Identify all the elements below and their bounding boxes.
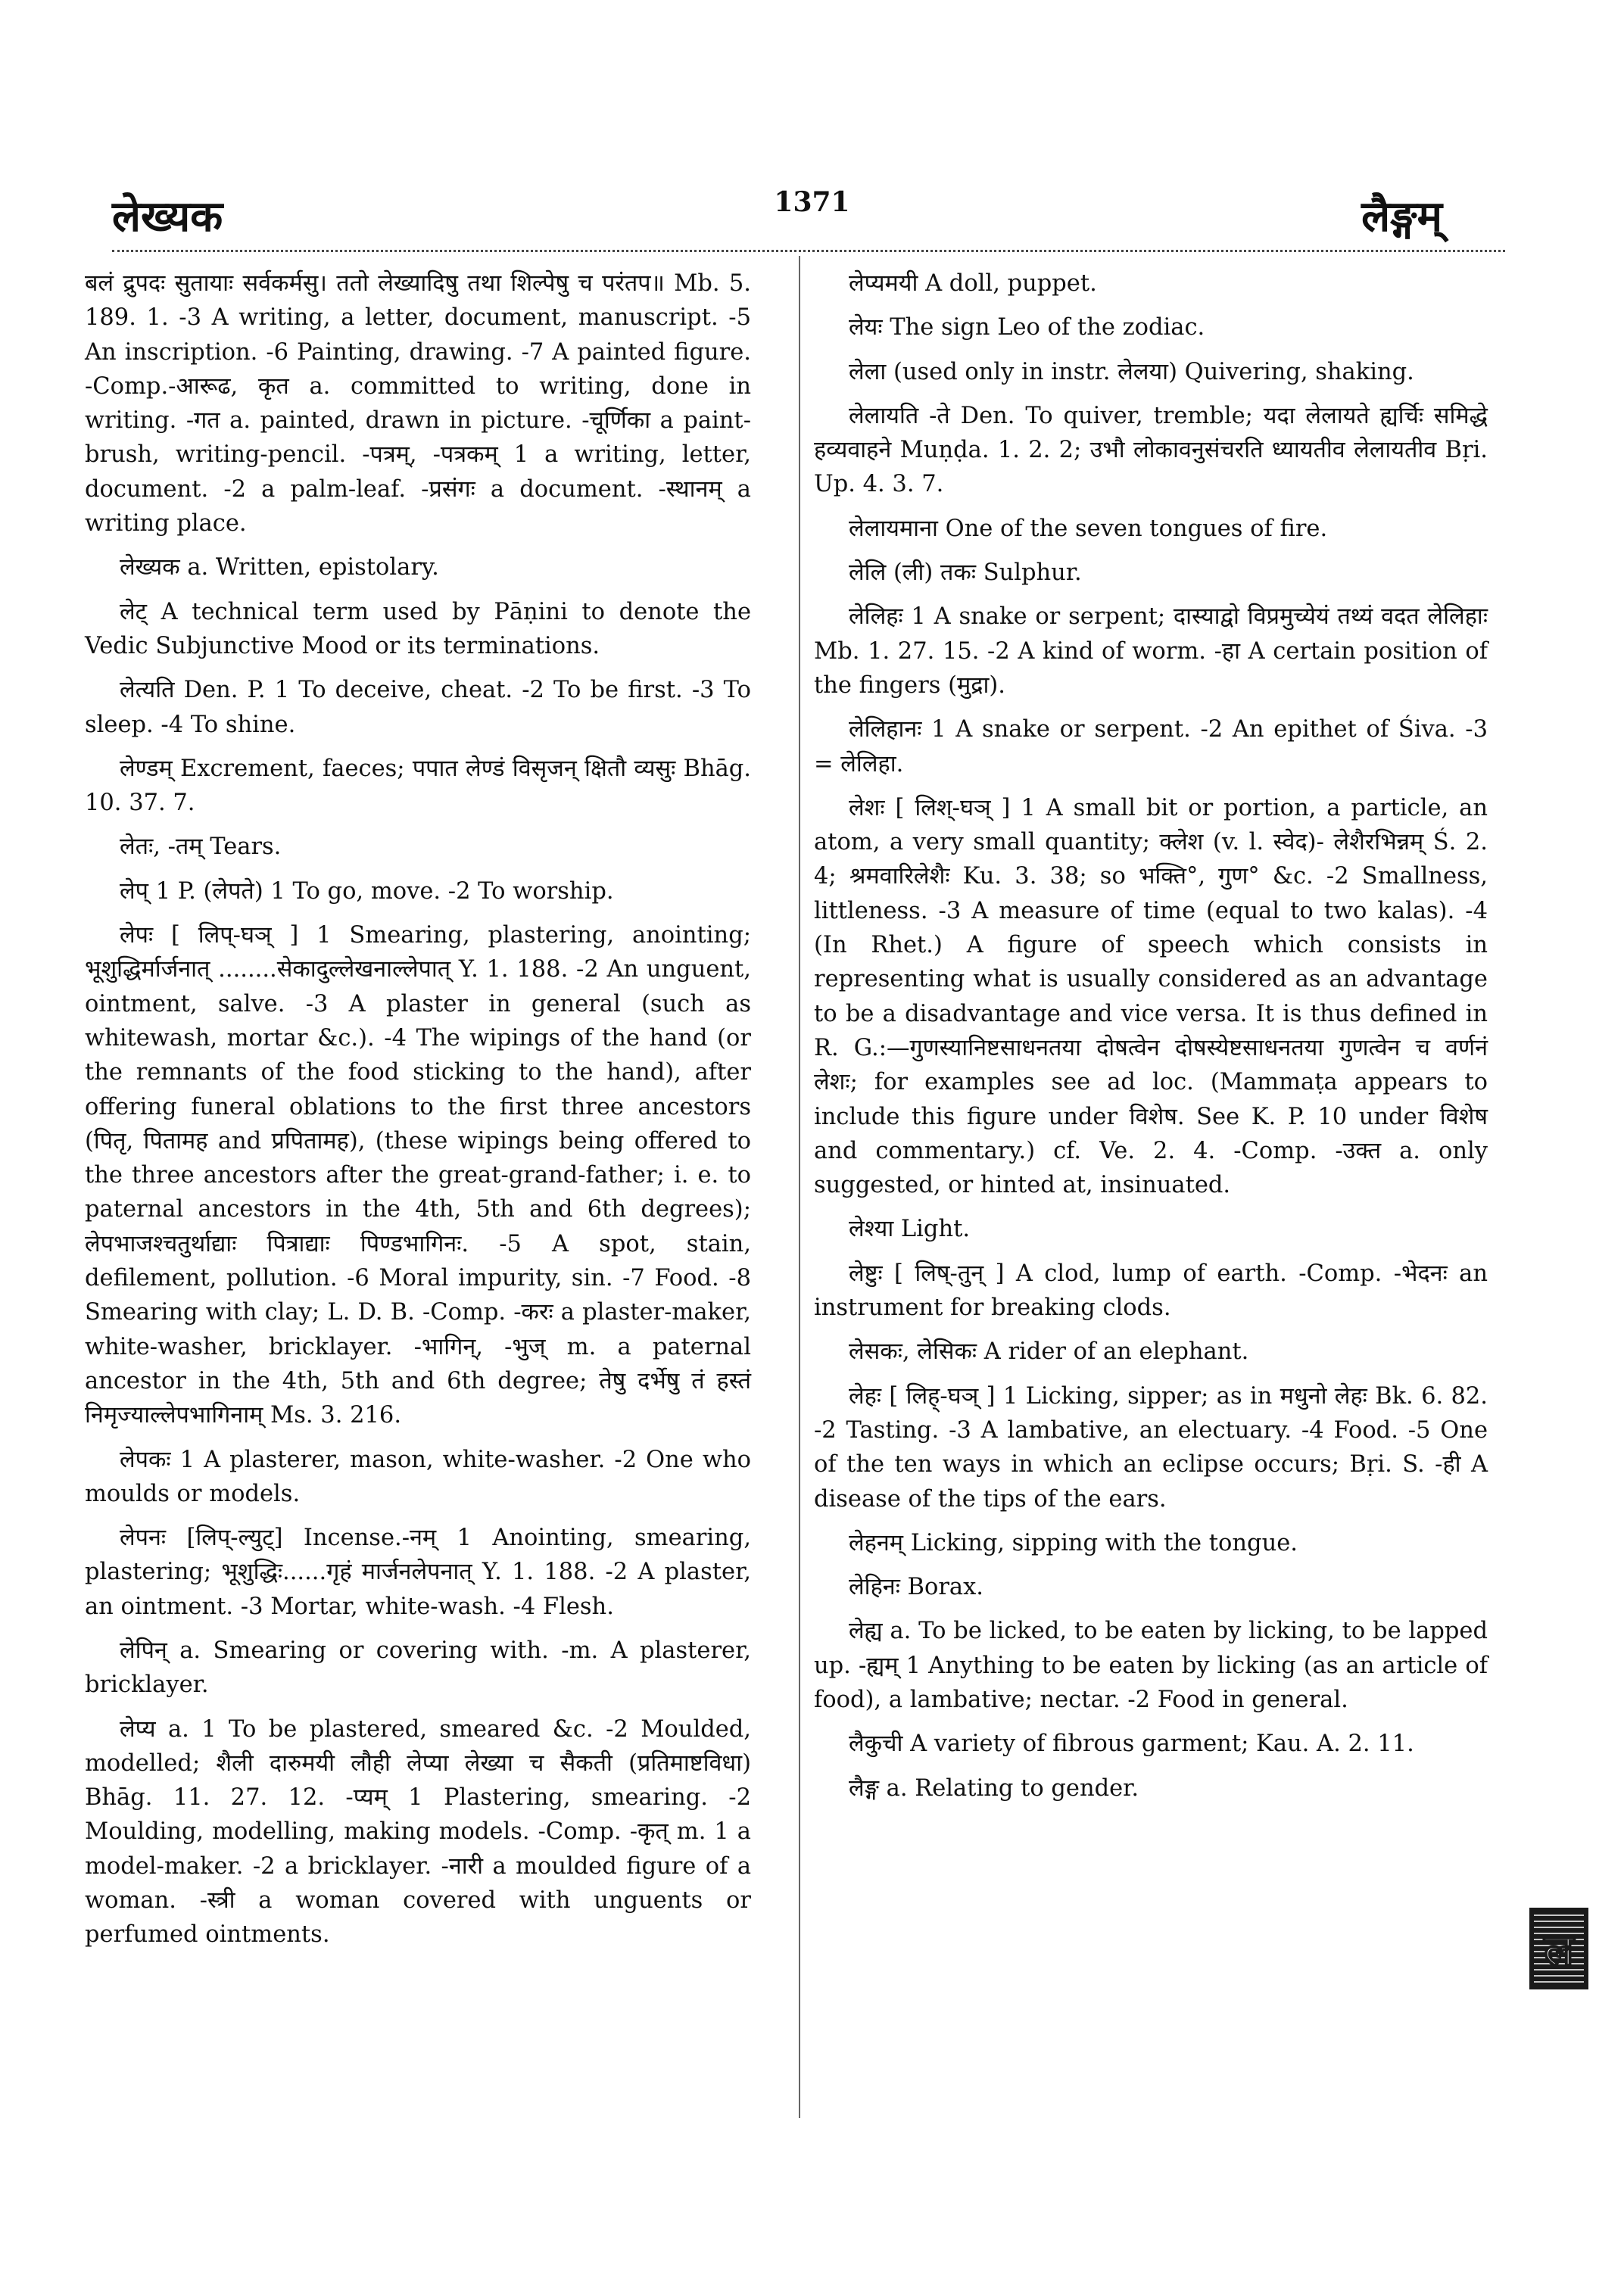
dictionary-entry: लेहनम् Licking, sipping with the tongue.: [849, 1529, 1298, 1556]
dictionary-entry: लेप् 1 P. (लेपते) 1 To go, move. -2 To worship.: [120, 877, 614, 905]
dictionary-entry: लैङ्ग a. Relating to gender.: [849, 1774, 1139, 1802]
dictionary-entry: लेत्यति Den. P. 1 To deceive, cheat. -2 To be first. -3 To sleep. -4 To shine.: [85, 677, 751, 738]
header-divider: [112, 250, 1505, 252]
page-number: 1371: [774, 186, 850, 218]
thumb-index-letter: ल: [1544, 1924, 1574, 1976]
dictionary-entry: लेण्डम् Excrement, faeces; पपात लेण्डं विसृजन् क्षितौ व्यसुः Bhāg. 10. 37. 7.: [85, 755, 751, 817]
dictionary-entry: लेलायमाना One of the seven tongues of fire.: [849, 515, 1328, 542]
thumb-index-tab: [1529, 1908, 1588, 1989]
column-divider: [799, 256, 800, 2118]
dictionary-entry: लेपः [ लिप्-घञ् ] 1 Smearing, plastering, anointing; भूशुद्धिर्मार्जनात् ........सेकादुल्लेखनाल्लेपात् Y. 1. 188. -2 An unguent, ointment, salve. -3 A plaster in general (such as whitewash, mortar &c.). -4 The wipings of the hand (or the remnants of the food sticking to the hand), after offering funeral oblations to the first three ancestors (पितृ, पितामह and प्रपितामह), (these wipings being offered to the three ancestors after the great-grand-father; i. e. to paternal ancestors in the 4th, 5th and 6th degrees); लेपभाजश्चतुर्थाद्याः पित्राद्याः पिण्डभागिनः. -5 A spot, stain, defilement, pollution. -6 Moral impurity, sin. -7 Food. -8 Smearing with clay; L. D. B. -Comp. -करः a plaster-maker, white-washer, bricklayer. -भागिन्, -भुज् m. a paternal ancestor in the 4th, 5th and 6th degree; तेषु दर्भेषु तं हस्तं निमृज्याल्लेपभागिनाम् Ms. 3. 216.: [85, 922, 751, 1429]
dictionary-entry: लेहः [ लिह्-घञ् ] 1 Licking, sipper; as in मधुनो लेहः Bk. 6. 82. -2 Tasting. -3 A lambative, an electuary. -4 Food. -5 One of the ten ways in which an eclipse occurs; Bṛi. S. -ही A disease of the tips of the ears.: [814, 1382, 1488, 1513]
dictionary-entry: लेलायति -ते Den. To quiver, tremble; यदा लेलायते ह्यर्चिः समिद्धे हव्यवाहने Muṇḍa. 1. 2. 2; उभौ लोकावनुसंचरति ध्यायतीव लेलायतीव Bṛi. Up. 4. 3. 7.: [814, 402, 1488, 498]
dictionary-entry: लेपिन् a. Smearing or covering with. -m. A plasterer, bricklayer.: [85, 1637, 751, 1699]
dictionary-entry: लेलि (ली) तकः Sulphur.: [849, 559, 1082, 587]
dictionary-entry: लेश्या Light.: [849, 1216, 971, 1243]
dictionary-entry: लेलिहः 1 A snake or serpent; दास्याद्वो विप्रमुच्येयं तथ्यं वदत लेलिहाः Mb. 1. 27. 15. -2 A kind of worm. -हा A certain position of the fingers (मुद्रा).: [814, 603, 1488, 699]
dictionary-entry: लेप्य a. 1 To be plastered, smeared &c. -2 Moulded, modelled; शैली दारुमयी लौही लेप्या लेख्या च सैकती (प्रतिमाष्टविधा) Bhāg. 11. 27. 12. -प्यम् 1 Plastering, smearing. -2 Moulding, modelling, making models. -Comp. -कृत् m. 1 a model-maker. -2 a bricklayer. -नारी a moulded figure of a woman. -स्त्री a woman covered with unguents or perfumed ointments.: [85, 1715, 751, 1949]
dictionary-entry: लेट् A technical term used by Pāṇini to denote the Vedic Subjunctive Mood or its terminations.: [85, 598, 751, 659]
dictionary-entry: लेयः The sign Leo of the zodiac.: [849, 314, 1205, 341]
right-guide-word: लैङ्गम्: [1361, 192, 1442, 241]
dictionary-entry: लेपनः [लिप्-ल्युट्] Incense.-नम् 1 Anointing, smearing, plastering; भूशुद्धिः......गृहं मार्जनलेपनात् Y. 1. 188. -2 A plaster, an ointment. -3 Mortar, white-wash. -4 Flesh.: [85, 1525, 751, 1620]
right-column: [814, 266, 1488, 1815]
dictionary-entry: लेप्यमयी A doll, puppet.: [849, 270, 1097, 297]
dictionary-entry: लेसकः, लेसिकः A rider of an elephant.: [849, 1338, 1249, 1366]
left-column: [85, 266, 751, 1962]
dictionary-entry: लेह्य a. To be licked, to be eaten by licking, to be lapped up. -ह्यम् 1 Anything to be eaten by licking (as an article of food), a lambative; nectar. -2 Food in general.: [814, 1618, 1488, 1713]
dictionary-entry: बलं द्रुपदः सुतायाः सर्वकर्मसु। ततो लेख्यादिषु तथा शिल्पेषु च परंतप॥ Mb. 5. 189. 1. -3 A writing, a letter, document, manuscript. -5 An inscription. -6 Painting, drawing. -7 A painted figure. -Comp.-आरूढ, कृत a. committed to writing, done in writing. -गत a. painted, drawn in picture. -चूर्णिका a paint-brush, writing-pencil. -पत्रम्, -पत्रकम् 1 a writing, letter, document. -2 a palm-leaf. -प्रसंगः a document. -स्थानम् a writing place.: [85, 270, 751, 537]
dictionary-entry: लेतः, -तम् Tears.: [120, 833, 282, 861]
dictionary-entry: लेष्टुः [ लिष्-तुन् ] A clod, lump of earth. -Comp. -भेदनः an instrument for breaking clods.: [814, 1260, 1488, 1322]
dictionary-entry: लेख्यक a. Written, epistolary.: [120, 554, 439, 581]
left-guide-word: लेख्यक: [112, 192, 223, 241]
dictionary-entry: लैकुची A variety of fibrous garment; Kau. A. 2. 11.: [849, 1731, 1414, 1758]
dictionary-entry: लेपकः 1 A plasterer, mason, white-washer. -2 One who moulds or models.: [85, 1446, 751, 1507]
dictionary-entry: लेशः [ लिश्-घञ् ] 1 A small bit or portion, a particle, an atom, a very small quantity; क्लेश (v. l. स्वेद)- लेशैरभिन्नम् Ś. 2. 4; श्रमवारिलेशैः Ku. 3. 38; so भक्ति°, गुण° &c. -2 Smallness, littleness. -3 A measure of time (equal to two kalas). -4 (In Rhet.) A figure of speech which consists in representing what is usually considered as an advantage to be a disadvantage and vice versa. It is thus defined in R. G.:—गुणस्यानिष्टसाधनतया दोषत्वेन दोषस्येष्टसाधनतया गुणत्वेन च वर्णनं लेशः; for examples see ad loc. (Mammaṭa appears to include this figure under विशेष. See K. P. 10 under विशेष and commentary.) cf. Ve. 2. 4. -Comp. -उक्त a. only suggested, or hinted at, insinuated.: [814, 794, 1488, 1199]
dictionary-entry: लेलिहानः 1 A snake or serpent. -2 An epithet of Śiva. -3 = लेलिहा.: [814, 716, 1488, 777]
thumb-index-icon: [1529, 1908, 1588, 1989]
dictionary-entry: लेहिनः Borax.: [849, 1574, 983, 1601]
dictionary-entry: लेला (used only in instr. लेलया) Quivering, shaking.: [849, 358, 1414, 385]
